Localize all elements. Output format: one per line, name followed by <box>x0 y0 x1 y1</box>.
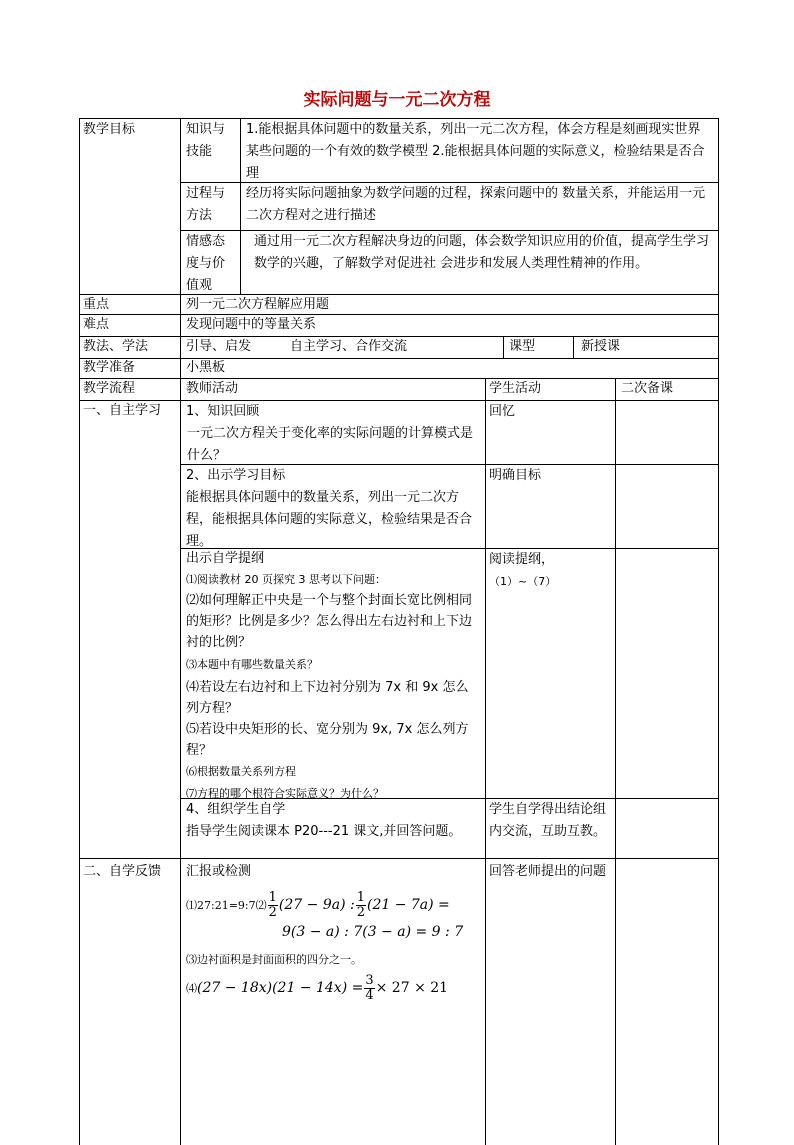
outline-student-b: （1）~（7） <box>489 575 557 588</box>
answer-4-prefix: ⑷ <box>186 982 197 995</box>
s1-row2-student: 明确目标 <box>489 468 542 483</box>
grid-h-5 <box>79 336 718 337</box>
outline-q7: ⑺方程的哪个根符合实际意义？为什么？ <box>186 787 384 798</box>
flow-header-student: 学生活动 <box>489 381 542 396</box>
table-border-top <box>79 118 718 119</box>
prep-label: 教学准备 <box>83 360 136 375</box>
grid-h-8 <box>79 400 718 401</box>
s1-row4-teacher-title: 4、组织学生自学 <box>186 802 286 817</box>
knowledge-label: 知识与技能 <box>186 122 226 159</box>
table-border-left <box>79 118 80 1145</box>
page-title: 实际问题与一元二次方程 <box>303 90 491 110</box>
lesson-type-label: 课型 <box>509 339 536 354</box>
prep-text: 小黑板 <box>186 360 226 375</box>
half-fraction-a: $\frac{1}{2}$ <box>268 890 277 920</box>
section1-label: 一、自主学习 <box>83 403 162 418</box>
grid-h-10 <box>180 548 718 549</box>
process-text: 经历将实际问题抽象为数学问题的过程，探索问题中的 数量关系，并能运用一元二次方程对之进行描述 <box>246 186 706 223</box>
difficulty-label: 难点 <box>83 317 110 332</box>
method-text-1: 引导、启发 <box>186 339 252 354</box>
s1-row4-teacher-text: 指导学生阅读课本 P20---21 课文,并回答问题。 <box>186 824 462 839</box>
key-point-text: 列一元二次方程解应用题 <box>186 297 330 312</box>
grid-v-method-1 <box>503 336 504 358</box>
s1-row2-teacher-text: 能根据具体问题中的数量关系，列出一元二次方程，能根据具体问题的实际意义，检验结果是否合理。 <box>186 490 473 548</box>
s1-row1-teacher-title: 1、知识回顾 <box>186 404 260 419</box>
expr-2: (21 − 7a) = <box>366 897 450 913</box>
lesson-type-value: 新授课 <box>581 339 621 354</box>
grid-h-4 <box>79 314 718 315</box>
grid-h-2 <box>180 230 718 231</box>
s2-student: 回答老师提出的问题 <box>489 864 607 879</box>
answer-3: ⑶边衬面积是封面面积的四分之一。 <box>186 953 362 966</box>
flow-header-revision: 二次备课 <box>621 381 674 396</box>
knowledge-text: 1.能根据具体问题中的数量关系，列出一元二次方程，体会方程是刻画现实世界某些问题的一个有效的数学模型 2.能根据具体问题的实际意义，检验结果是否合理 <box>246 122 705 181</box>
s1-row3-student <box>485 548 615 798</box>
emotion-text: 通过用一元二次方程解决身边的问题，体会数学知识应用的价值，提高学生学习数学的兴趣，了解数学对促进社 会进步和发展人类理性精神的作用。 <box>254 234 710 271</box>
table-border-right <box>718 118 719 1145</box>
grid-h-9 <box>180 464 718 465</box>
method-text-2: 自主学习、合作交流 <box>290 339 408 354</box>
objectives-header: 教学目标 <box>83 122 136 137</box>
s1-row1-teacher <box>180 400 485 464</box>
difficulty-text: 发现问题中的等量关系 <box>186 317 317 332</box>
s2-teacher <box>180 860 485 1025</box>
flow-header-teacher: 教师活动 <box>186 381 239 396</box>
grid-v-objectives <box>240 118 241 294</box>
half-fraction-b: $\frac{1}{2}$ <box>356 890 365 920</box>
flow-header-stage: 教学流程 <box>83 381 136 396</box>
outline-q5: ⑸若设中央矩形的长、宽分别为 9x, 7x 怎么列方程？ <box>186 722 469 758</box>
s1-row1-teacher-text: 一元二次方程关于变化率的实际问题的计算模式是什么？ <box>187 426 474 463</box>
expr-4: (27 − 18x)(21 − 14x) = <box>197 980 364 996</box>
grid-v-revision <box>615 378 616 1145</box>
s1-row1-student: 回忆 <box>489 404 516 419</box>
answer-1-prefix: ⑴27:21=9:7⑵ <box>186 899 267 912</box>
feedback-title: 汇报或检测 <box>186 864 252 879</box>
outline-q1: ⑴阅读教材 20 页探究 3 思考以下问题： <box>186 573 386 586</box>
outline-q2: ⑵如何理解正中央是一个与整个封面长宽比例相同的矩形？比例是多少？怎么得出左右边衬和上下边衬的比例？ <box>186 593 473 650</box>
three-quarters-fraction: $\frac{3}{4}$ <box>365 973 374 1003</box>
outline-title: 出示自学提纲 <box>186 551 265 566</box>
grid-v-label <box>180 118 181 1145</box>
grid-v-method-2 <box>573 336 574 358</box>
s1-row4-teacher <box>180 798 485 858</box>
grid-h-6 <box>79 358 718 359</box>
s1-row3-teacher <box>180 548 485 798</box>
outline-q4: ⑷若设左右边衬和上下边衬分别为 7x 和 9x 怎么列方程？ <box>186 680 469 716</box>
key-point-label: 重点 <box>83 297 110 312</box>
grid-h-12 <box>79 858 718 859</box>
method-label: 教法、学法 <box>83 339 149 354</box>
outline-q6: ⑹根据数量关系列方程 <box>186 765 296 778</box>
s1-row2-teacher-title: 2、出示学习目标 <box>186 468 286 483</box>
expr-5: × 27 × 21 <box>375 980 449 996</box>
grid-v-student <box>485 378 486 1145</box>
s1-row4-student: 学生自学得出结论组内交流，互助互教。 <box>489 802 607 839</box>
grid-h-3 <box>79 294 718 295</box>
s1-row2-teacher <box>180 464 485 548</box>
process-label: 过程与方法 <box>186 186 226 223</box>
grid-h-1 <box>180 182 718 183</box>
emotion-label: 情感态度与价值观 <box>186 234 226 293</box>
expr-3: 9(3 − a) : 7(3 − a) = 9 : 7 <box>282 924 464 940</box>
outline-q3: ⑶本题中有哪些数量关系？ <box>186 658 318 671</box>
answer-1-2 <box>186 891 479 920</box>
answer-4 <box>186 974 479 1003</box>
grid-h-11 <box>180 798 718 799</box>
grid-h-7 <box>79 378 718 379</box>
section2-label: 二、自学反馈 <box>83 864 162 879</box>
expr-1: (27 − 9a) : <box>278 897 355 913</box>
outline-student-a: 阅读提纲， <box>489 552 555 567</box>
